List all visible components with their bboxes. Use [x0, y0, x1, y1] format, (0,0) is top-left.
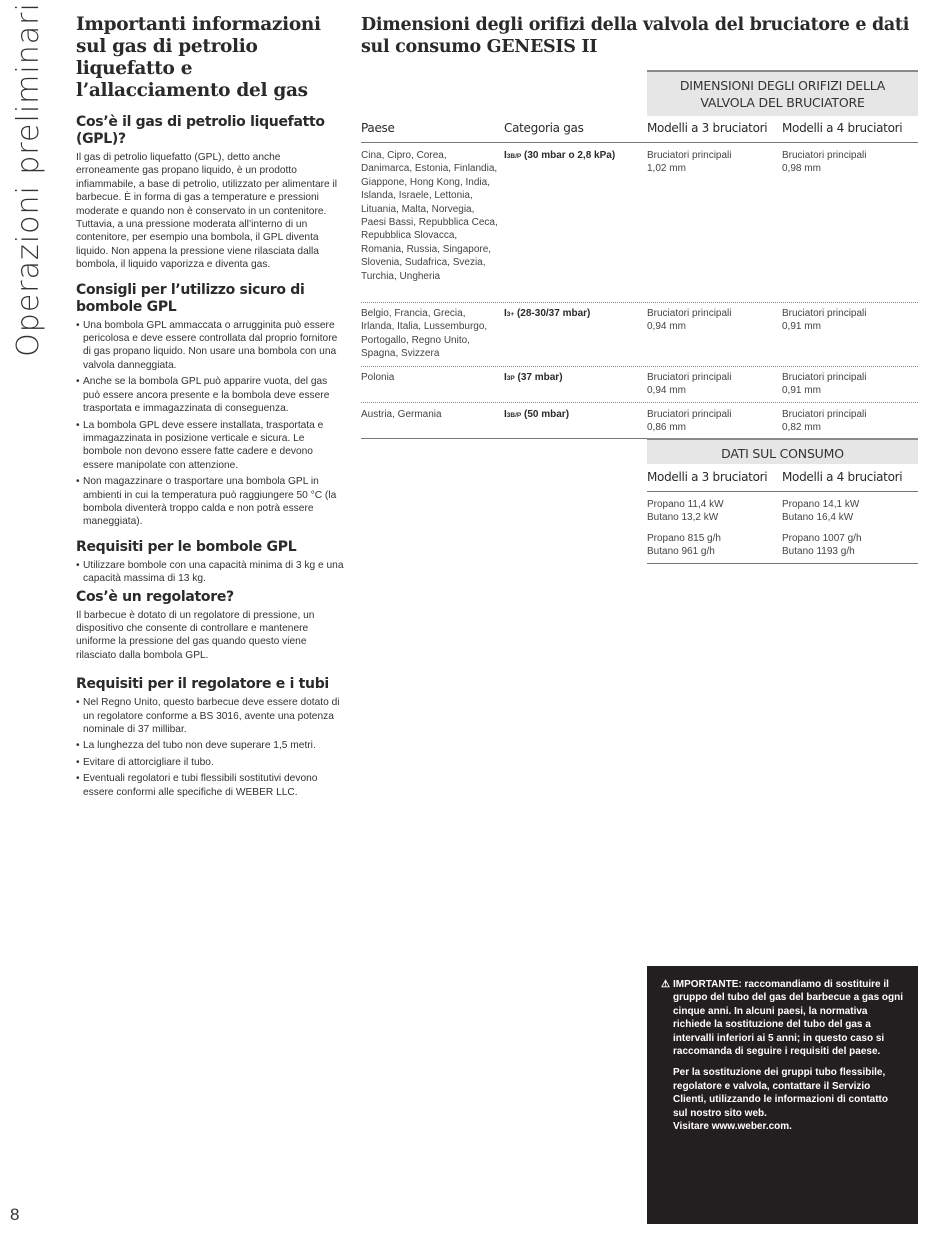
consumption-bottom-rule [647, 563, 918, 564]
important-notice-box [647, 966, 918, 1224]
lpg-definition-heading: Cos’è il gas di petrolio liquefatto (GPL)? [76, 114, 325, 147]
orifice-4-cell: Bruciatori principali 0,91 mm [782, 372, 867, 397]
consumption-header-4-burners: Modelli a 4 bruciatori [782, 470, 903, 484]
list-item: • Nel Regno Unito, questo barbecue deve essere dotato di un regolatore conforme a BS 3016, avente una potenza nominale di 37 millibar. [76, 696, 344, 736]
orifice-4-cell: Bruciatori principali 0,98 mm [782, 150, 867, 175]
regulator-hose-list [76, 696, 344, 799]
header-divider [361, 142, 918, 143]
list-item: • Non magazzinare o trasportare una bombola GPL in ambienti in cui la temperatura può raggiungere 50 °C (la bombola diventerà troppo calda e non potrà essere maneggiata). [76, 475, 344, 529]
column-header-categoria: Categoria gas [504, 121, 584, 135]
gas-category-cell: I3+ (28-30/37 mbar) [504, 308, 591, 319]
orifice-3-cell: Bruciatori principali 0,94 mm [647, 372, 732, 397]
list-item: • Utilizzare bombole con una capacità minima di 3 kg e una capacità massima di 13 kg. [76, 559, 344, 586]
orifice-header-band: DIMENSIONI DEGLI ORIFIZI DELLA VALVOLA DEL BRUCIATORE [647, 70, 918, 116]
notice-website-text: Visitare www.weber.com. [673, 1121, 792, 1133]
consumption-header-band: DATI SUL CONSUMO [647, 438, 918, 464]
table-bottom-rule [361, 438, 647, 439]
lpg-main-title: Importanti informazioni sul gas di petrolio liquefatto e l’allacciamento del gas [76, 14, 321, 101]
orifice-section [361, 14, 918, 58]
lpg-info-column [76, 14, 344, 802]
consumption-header-divider [647, 491, 918, 492]
cylinder-requirements-list [76, 559, 344, 586]
page-number: 8 [10, 1205, 20, 1224]
side-title-text: Operazioni preliminari [10, 1, 46, 357]
regulator-hose-heading: Requisiti per il regolatore e i tubi [76, 676, 329, 693]
consumption-gh-4: Propano 1007 g/h Butano 1193 g/h [782, 533, 862, 558]
safe-use-list [76, 319, 344, 529]
notice-paragraph-1: ⚠ IMPORTANTE: raccomandiamo di sostituire il gruppo del tubo del gas del barbecue a gas ogni cinque anni. In alcuni paesi, la normativa richiede la sostituzione del tubo del gas a intervalli inferiori ai 5 anni; in questo caso si raccomanda di seguire i requisiti del paese. [661, 979, 904, 1058]
consumption-kw-3: Propano 11,4 kW Butano 13,2 kW [647, 499, 724, 524]
orifice-table-title: Dimensioni degli orifizi della valvola del bruciatore e dati sul consumo GENESIS II [361, 15, 910, 57]
orifice-4-cell: Bruciatori principali 0,82 mm [782, 409, 867, 434]
cylinder-requirements-heading: Requisiti per le bombole GPL [76, 538, 297, 555]
country-cell: Polonia [361, 372, 395, 383]
list-item: • Eventuali regolatori e tubi flessibili sostitutivi devono essere conformi alle specifiche di WEBER LLC. [76, 772, 344, 799]
gas-category-cell: I3P (37 mbar) [504, 372, 563, 383]
consumption-gh-3: Propano 815 g/h Butano 961 g/h [647, 533, 721, 558]
column-header-3-burners: Modelli a 3 bruciatori [647, 121, 768, 135]
list-item: • Una bombola GPL ammaccata o arrugginita può essere pericolosa e deve essere controllata dal proprio fornitore di gas propano liquido. Non usare una bombola con una valvola danneggiata. [76, 319, 344, 373]
list-item: • Evitare di attorcigliare il tubo. [76, 756, 344, 769]
lpg-definition-text: Il gas di petrolio liquefatto (GPL), detto anche erroneamente gas propano liquido, è un prodotto infiammabile, a base di petrolio, utilizzato per alimentare il barbecue. È in forma di gas a temperature e pressioni moderate e quando non è conservato in un contenitore. Tuttavia, a una pressione moderata all’interno di un contenitore, per esempio una bombola, il GPL diventa liquido. Non appena la pressione viene rilasciata dalla bombola, il liquido vaporizza e diventa gas. [76, 152, 338, 271]
country-cell: Cina, Cipro, Corea, Danimarca, Estonia, Finlandia, Giappone, Hong Kong, India, Islanda, Israele, Lettonia, Lituania, Malta, Norvegia, Paesi Bassi, Repubblica Ceca, Repubblica Slovacca, Romania, Russia, Singapore, Slovenia, Sudafrica, Svezia, Turchia, Ungheria [361, 150, 498, 282]
regulator-heading: Cos’è un regolatore? [76, 588, 234, 605]
orifice-4-cell: Bruciatori principali 0,91 mm [782, 308, 867, 333]
country-cell: Belgio, Francia, Grecia, Irlanda, Italia, Lussemburgo, Portogallo, Regno Unito, Spagna, Svizzera [361, 308, 488, 360]
consumption-kw-4: Propano 14,1 kW Butano 16,4 kW [782, 499, 860, 524]
column-header-paese: Paese [361, 121, 395, 135]
column-header-4-burners: Modelli a 4 bruciatori [782, 121, 903, 135]
safe-use-heading: Consigli per l’utilizzo sicuro di bombole GPL [76, 281, 305, 315]
orifice-3-cell: Bruciatori principali 0,86 mm [647, 409, 732, 434]
orifice-3-cell: Bruciatori principali 1,02 mm [647, 150, 732, 175]
country-cell: Austria, Germania [361, 409, 442, 420]
list-item: • Anche se la bombola GPL può apparire vuota, del gas può essere ancora presente e la bombola deve essere trasportata e immagazzinata di conseguenza. [76, 375, 344, 415]
section-side-title [6, 1, 50, 357]
warning-icon: ⚠ [661, 979, 670, 990]
list-item: • La bombola GPL deve essere installata, trasportata e immagazzinata in posizione verticale e sicura. Le bombole non devono essere fatte cadere e devono essere manipolate con attenzione. [76, 419, 344, 473]
regulator-text: Il barbecue è dotato di un regolatore di pressione, un dispositivo che consente di controllare e mantenere uniforme la pressione del gas quando questo viene rilasciato dalla bombola GPL. [76, 609, 315, 661]
list-item: • La lunghezza del tubo non deve superare 1,5 metri. [76, 739, 344, 752]
gas-category-cell: I3B/P (50 mbar) [504, 409, 570, 420]
orifice-3-cell: Bruciatori principali 0,94 mm [647, 308, 732, 333]
consumption-header-3-burners: Modelli a 3 bruciatori [647, 470, 768, 484]
gas-category-cell: I3B/P (30 mbar o 2,8 kPa) [504, 150, 616, 161]
row-divider [361, 302, 918, 303]
notice-paragraph-2: Per la sostituzione dei gruppi tubo flessibile, regolatore e valvola, contattare il Servizio Clienti, utilizzando le informazioni di contatto sul nostro sito web. [673, 1067, 888, 1119]
row-divider [361, 402, 918, 403]
row-divider [361, 366, 918, 367]
